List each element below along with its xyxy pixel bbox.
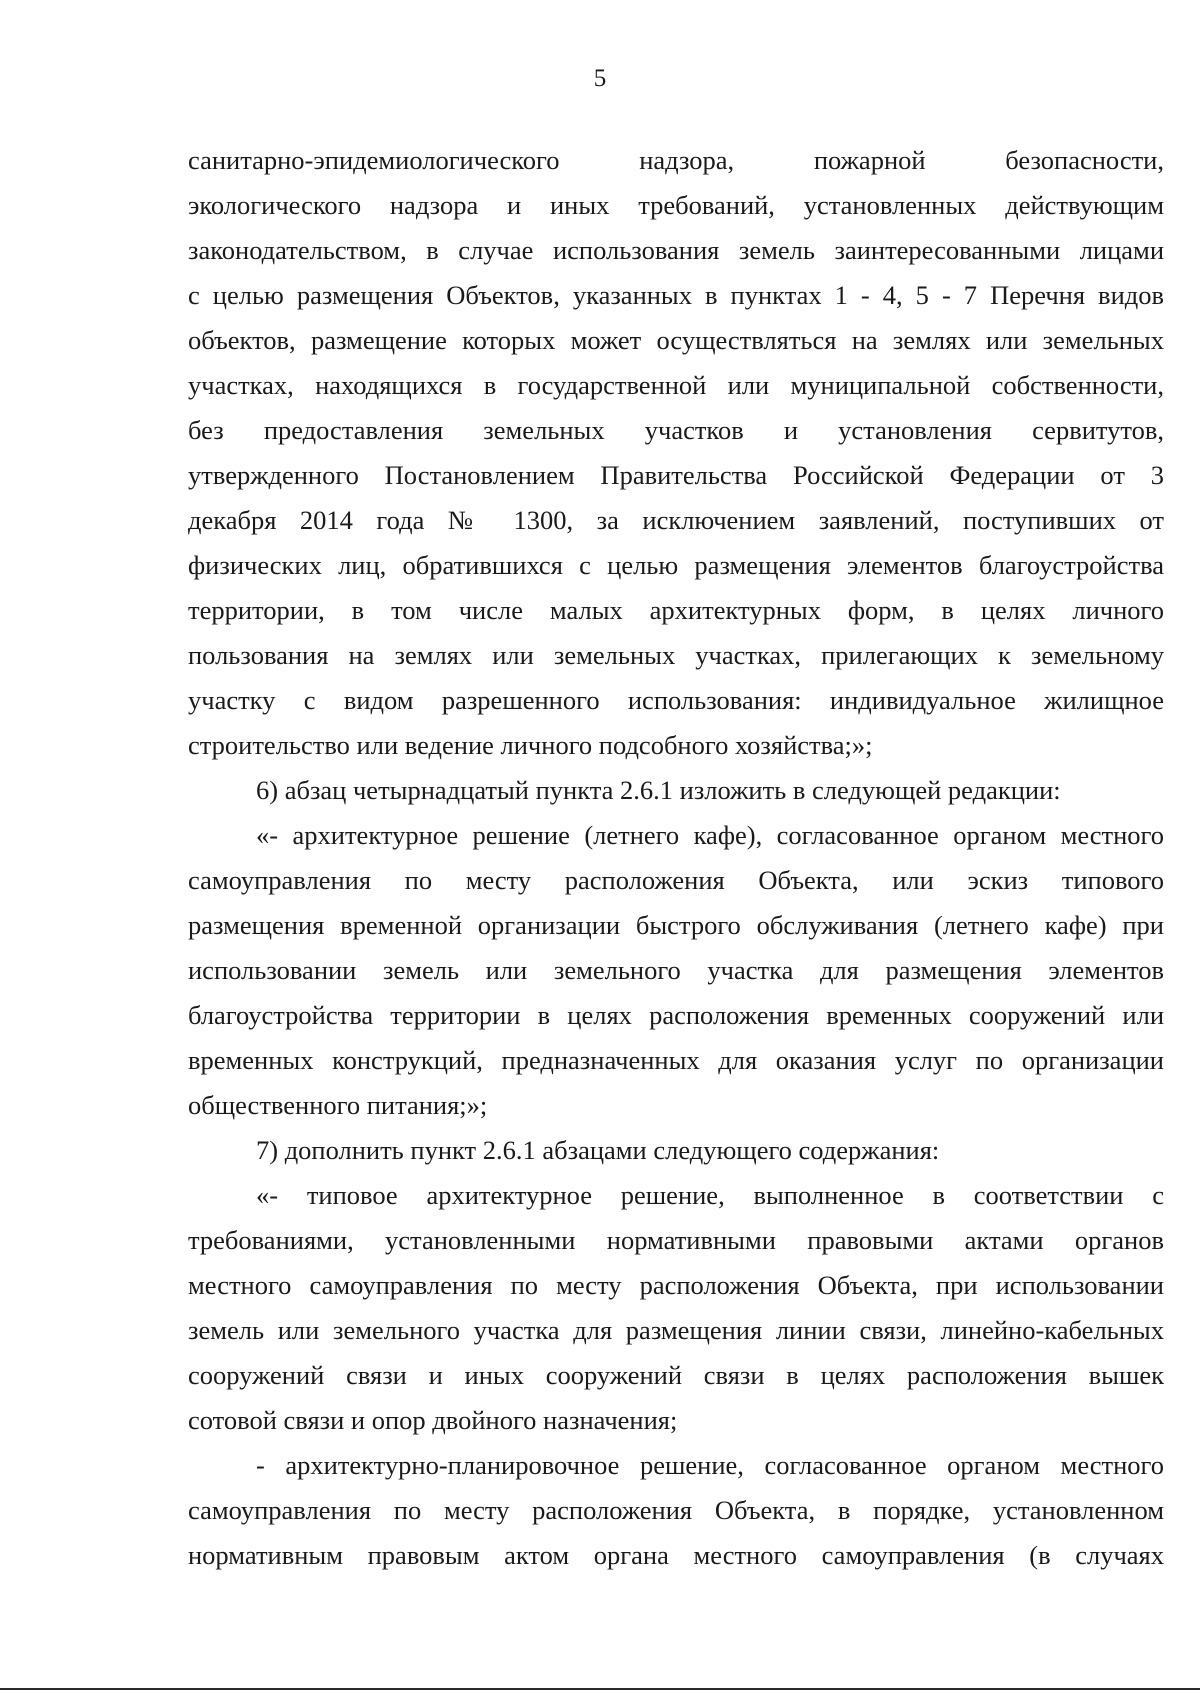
text-line: «- типовое архитектурное решение, выполненное в соответствии с	[256, 1180, 1164, 1210]
text-line: требованиями, установленными нормативными правовыми актами органов	[188, 1225, 1164, 1255]
text-line: общественного питания;»;	[188, 1090, 488, 1120]
text-line: санитарно-эпидемиологического надзора, пожарной безопасности,	[188, 145, 1164, 175]
text-line: размещения временной организации быстрого обслуживания (летнего кафе) при	[188, 910, 1164, 940]
text-line: использовании земель или земельного участка для размещения элементов	[188, 955, 1164, 985]
text-line: земель или земельного участка для размещения линии связи, линейно-кабельных	[188, 1315, 1164, 1345]
text-line: временных конструкций, предназначенных для оказания услуг по организации	[188, 1045, 1164, 1075]
text-line: утвержденного Постановлением Правительства Российской Федерации от 3	[188, 460, 1164, 490]
text-line: строительство или ведение личного подсобного хозяйства;»;	[188, 730, 873, 760]
text-line: нормативным правовым актом органа местного самоуправления (в случаях	[188, 1540, 1164, 1570]
text-line: экологического надзора и иных требований, установленных действующим	[188, 190, 1164, 220]
text-line: 7) дополнить пункт 2.6.1 абзацами следующего содержания:	[256, 1135, 940, 1165]
text-line: без предоставления земельных участков и установления сервитутов,	[188, 415, 1164, 445]
text-line: местного самоуправления по месту расположения Объекта, при использовании	[188, 1270, 1164, 1300]
text-line: законодательством, в случае использования земель заинтересованными лицами	[188, 235, 1164, 265]
text-line: самоуправления по месту расположения Объекта, или эскиз типового	[188, 865, 1164, 895]
page-number: 5	[593, 65, 607, 92]
text-line: самоуправления по месту расположения Объекта, в порядке, установленном	[188, 1495, 1164, 1525]
text-line: благоустройства территории в целях расположения временных сооружений или	[188, 1000, 1164, 1030]
text-line: участку с видом разрешенного использования: индивидуальное жилищное	[188, 685, 1164, 715]
text-line: физических лиц, обратившихся с целью размещения элементов благоустройства	[188, 550, 1164, 580]
text-line: с целью размещения Объектов, указанных в пунктах 1 - 4, 5 - 7 Перечня видов	[188, 280, 1164, 310]
text-line: пользования на землях или земельных участках, прилегающих к земельному	[188, 640, 1164, 670]
text-line: - архитектурно-планировочное решение, согласованное органом местного	[256, 1450, 1164, 1480]
text-line: участках, находящихся в государственной или муниципальной собственности,	[188, 370, 1164, 400]
text-line: 6) абзац четырнадцатый пункта 2.6.1 изложить в следующей редакции:	[256, 775, 1061, 805]
text-line: объектов, размещение которых может осуществляться на землях или земельных	[188, 325, 1164, 355]
text-line: территории, в том числе малых архитектурных форм, в целях личного	[188, 595, 1164, 625]
document-body	[188, 138, 1164, 1578]
text-line: сотовой связи и опор двойного назначения;	[188, 1405, 678, 1435]
text-line: «- архитектурное решение (летнего кафе), согласованное органом местного	[256, 820, 1164, 850]
text-line: сооружений связи и иных сооружений связи в целях расположения вышек	[188, 1360, 1164, 1390]
text-line: декабря 2014 года № 1300, за исключением заявлений, поступивших от	[188, 505, 1164, 535]
bottom-rule	[0, 1688, 1200, 1690]
